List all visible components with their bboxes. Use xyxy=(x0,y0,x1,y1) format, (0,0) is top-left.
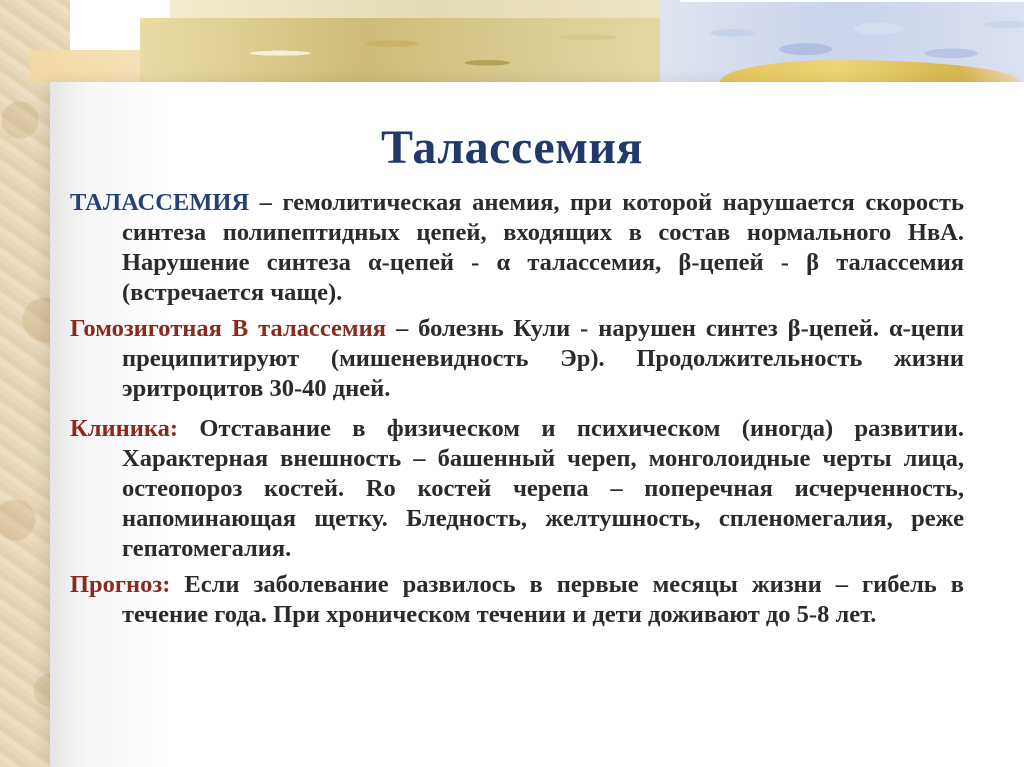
slide-body xyxy=(70,188,964,634)
top-decorative-banner xyxy=(30,0,1024,82)
paragraph-prognosis xyxy=(70,570,964,630)
slide-title: Талассемия xyxy=(381,121,643,175)
paragraph-clinic xyxy=(70,414,964,564)
paragraph-text: – болезнь Кули - нарушен синтез β-цепей. α-цепи преципитируют (мишеневидность Эр). Продолжительность жизни эритроцитов 30-40 дней. xyxy=(122,315,964,402)
term-homozygous-b-thalassemia: Гомозиготная В талассемия xyxy=(70,315,386,342)
paragraph-text: Если заболевание развилось в первые месяцы жизни – гибель в течение года. При хроническом течении и дети доживают до 5-8 лет. xyxy=(122,571,964,628)
banner-foliage-image xyxy=(140,18,700,82)
term-clinic: Клиника: xyxy=(70,415,179,442)
banner-divider xyxy=(680,0,1024,2)
paragraph-homozygous xyxy=(70,314,964,404)
term-prognosis: Прогноз: xyxy=(70,571,171,598)
paragraph-definition xyxy=(70,188,964,308)
paragraph-text: – гемолитическая анемия, при которой нарушается скорость синтеза полипептидных цепей, входящих в состав нормального НвА. Нарушение синтеза α-цепей - α талассемия, β-цепей - β талассемия (встречается чаще). xyxy=(122,189,964,306)
term-thalassemia: ТАЛАССЕМИЯ xyxy=(70,189,250,216)
paragraph-text: Отставание в физическом и психическом (иногда) развитии. Характерная внешность – башенный череп, монголоидные черты лица, остеопороз костей. Ro костей черепа – поперечная исчерченность, напоминающая щетку. Бледность, желтушность, спленомегалия, реже гепатомегалия. xyxy=(122,415,964,562)
